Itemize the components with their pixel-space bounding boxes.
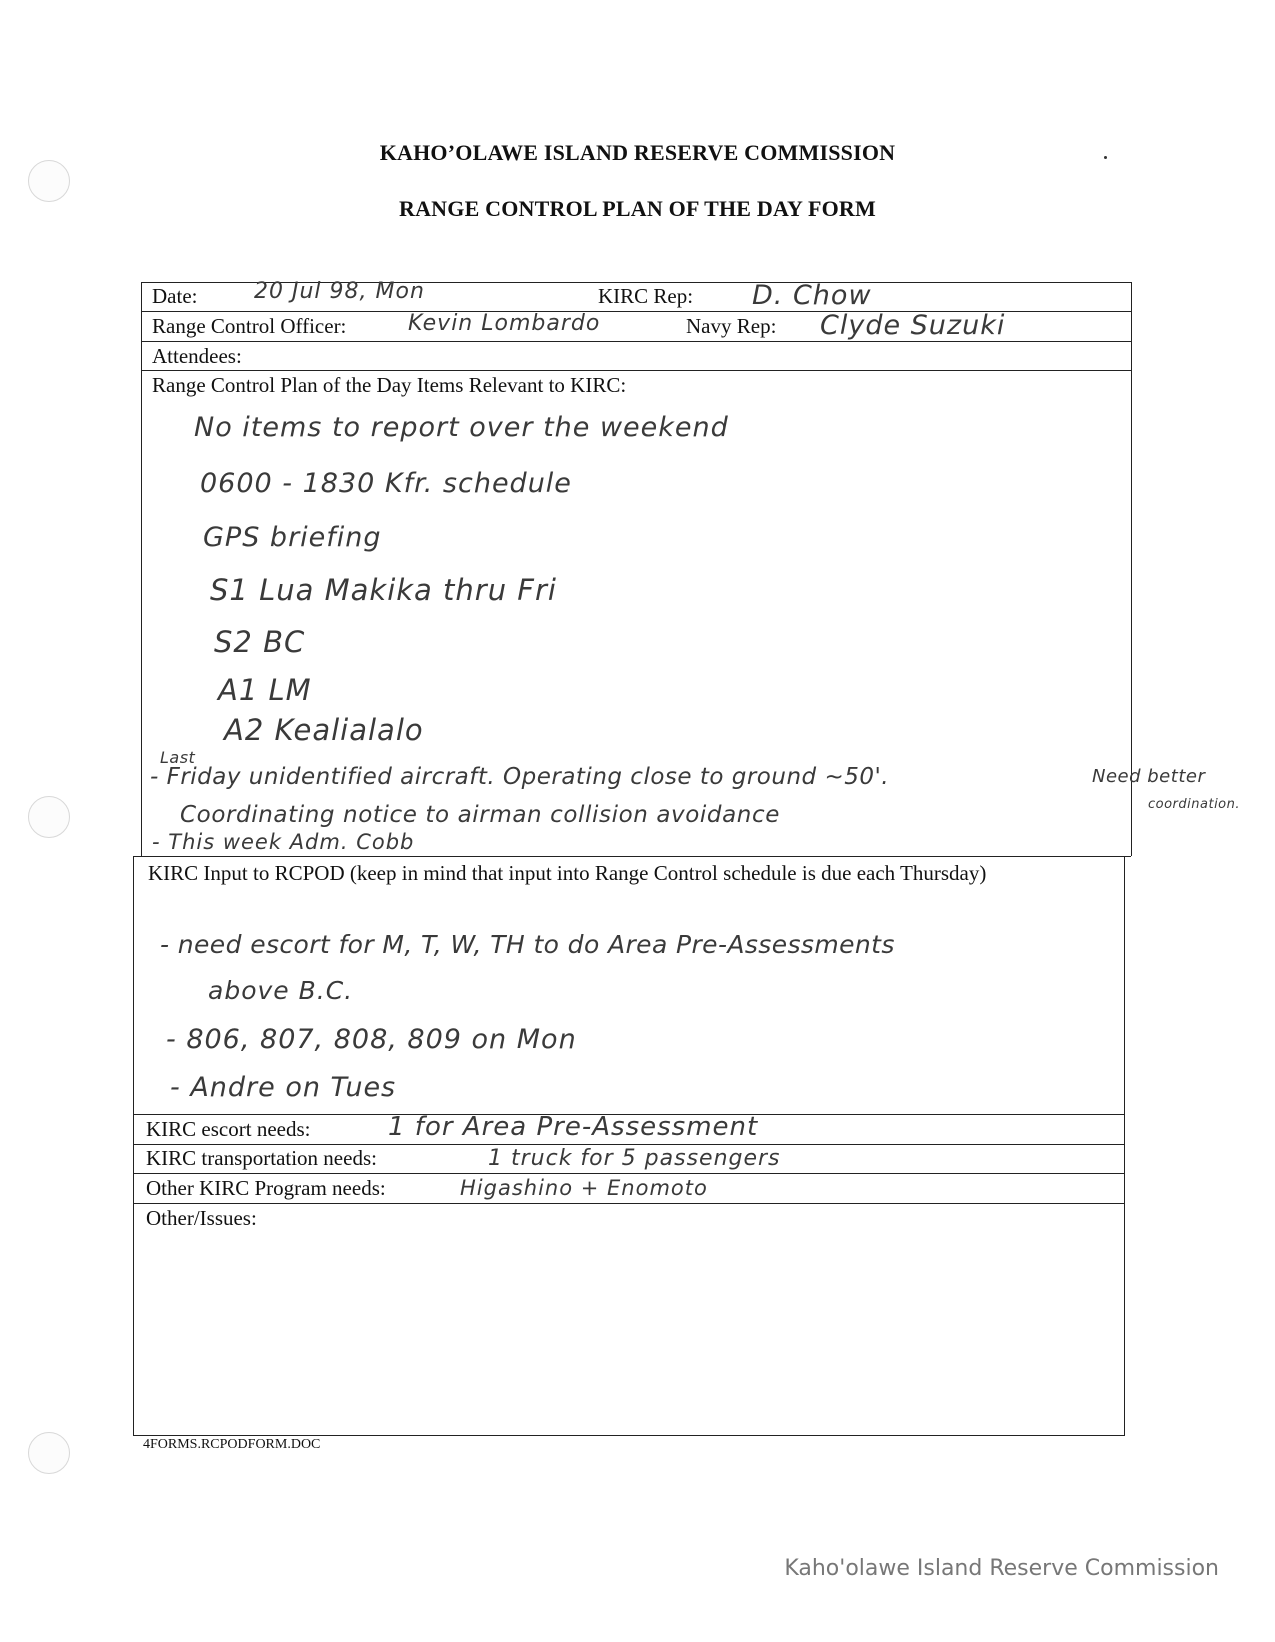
divider-other-program-row	[133, 1203, 1125, 1204]
plan-line-6[interactable]: A1 LM	[218, 673, 312, 707]
input-line-3[interactable]: - 806, 807, 808, 809 on Mon	[166, 1024, 577, 1055]
attendees-label: Attendees:	[152, 344, 242, 368]
plan-note-line-2[interactable]: Coordinating notice to airman collision avoidance	[180, 802, 780, 828]
plan-note-need-better[interactable]: Need better	[1092, 766, 1206, 787]
plan-line-2[interactable]: 0600 - 1830 Kfr. schedule	[200, 468, 572, 499]
plan-line-7[interactable]: A2 Kealialalo	[224, 713, 424, 747]
kirc-rep-label: KIRC Rep:	[598, 284, 694, 308]
plan-line-5[interactable]: S2 BC	[214, 625, 306, 659]
plan-note-line-3[interactable]: - This week Adm. Cobb	[152, 830, 415, 854]
input-line-2[interactable]: above B.C.	[208, 976, 354, 1005]
date-value[interactable]: 20 Jul 98, Mon	[254, 279, 425, 304]
other-issues-label: Other/Issues:	[146, 1206, 257, 1230]
input-line-4[interactable]: - Andre on Tues	[170, 1072, 397, 1103]
plan-line-1[interactable]: No items to report over the weekend	[194, 412, 729, 443]
navy-rep-label: Navy Rep:	[686, 314, 777, 338]
transport-needs-value[interactable]: 1 truck for 5 passengers	[488, 1146, 781, 1171]
rco-label: Range Control Officer:	[152, 314, 347, 338]
plan-note-line-1[interactable]: - Friday unidentified aircraft. Operating close to ground ~50'.	[150, 764, 890, 790]
form-title: RANGE CONTROL PLAN OF THE DAY FORM	[399, 196, 876, 221]
plan-section-label: Range Control Plan of the Day Items Relevant to KIRC:	[152, 373, 627, 397]
other-program-needs-label: Other KIRC Program needs:	[146, 1176, 386, 1200]
plan-line-4[interactable]: S1 Lua Makika thru Fri	[210, 573, 557, 607]
divider-transport-row	[133, 1173, 1125, 1174]
navy-rep-value[interactable]: Clyde Suzuki	[820, 310, 1006, 341]
plan-note-coordination[interactable]: coordination.	[1148, 797, 1241, 812]
divider-plan-section	[133, 856, 1131, 857]
escort-needs-value[interactable]: 1 for Area Pre-Assessment	[388, 1112, 759, 1142]
other-program-needs-value[interactable]: Higashino + Enomoto	[460, 1176, 708, 1200]
plan-line-3[interactable]: GPS briefing	[203, 522, 382, 553]
input-line-1[interactable]: - need escort for M, T, W, TH to do Area Pre-Assessments	[160, 930, 895, 959]
divider-rco-row	[141, 341, 1131, 342]
input-section-label: KIRC Input to RCPOD (keep in mind that input into Range Control schedule is due each Thursday)	[148, 861, 987, 885]
org-title: KAHO’OLAWE ISLAND RESERVE COMMISSION	[379, 140, 896, 165]
divider-escort-row	[133, 1144, 1125, 1145]
rco-value[interactable]: Kevin Lombardo	[408, 311, 601, 336]
kirc-rep-value[interactable]: D. Chow	[752, 280, 872, 311]
date-label: Date:	[152, 284, 198, 308]
border-left-lower	[133, 856, 134, 1436]
border-bottom	[133, 1435, 1125, 1436]
border-left-upper	[141, 282, 142, 856]
transport-needs-label: KIRC transportation needs:	[146, 1146, 377, 1170]
escort-needs-label: KIRC escort needs:	[146, 1117, 311, 1141]
document-filename: 4FORMS.RCPODFORM.DOC	[143, 1437, 321, 1452]
border-right-lower	[1124, 856, 1125, 1436]
watermark: Kaho'olawe Island Reserve Commission	[784, 1556, 1219, 1581]
divider-attendees-row	[141, 370, 1131, 371]
plan-note-last[interactable]: Last	[160, 748, 196, 767]
